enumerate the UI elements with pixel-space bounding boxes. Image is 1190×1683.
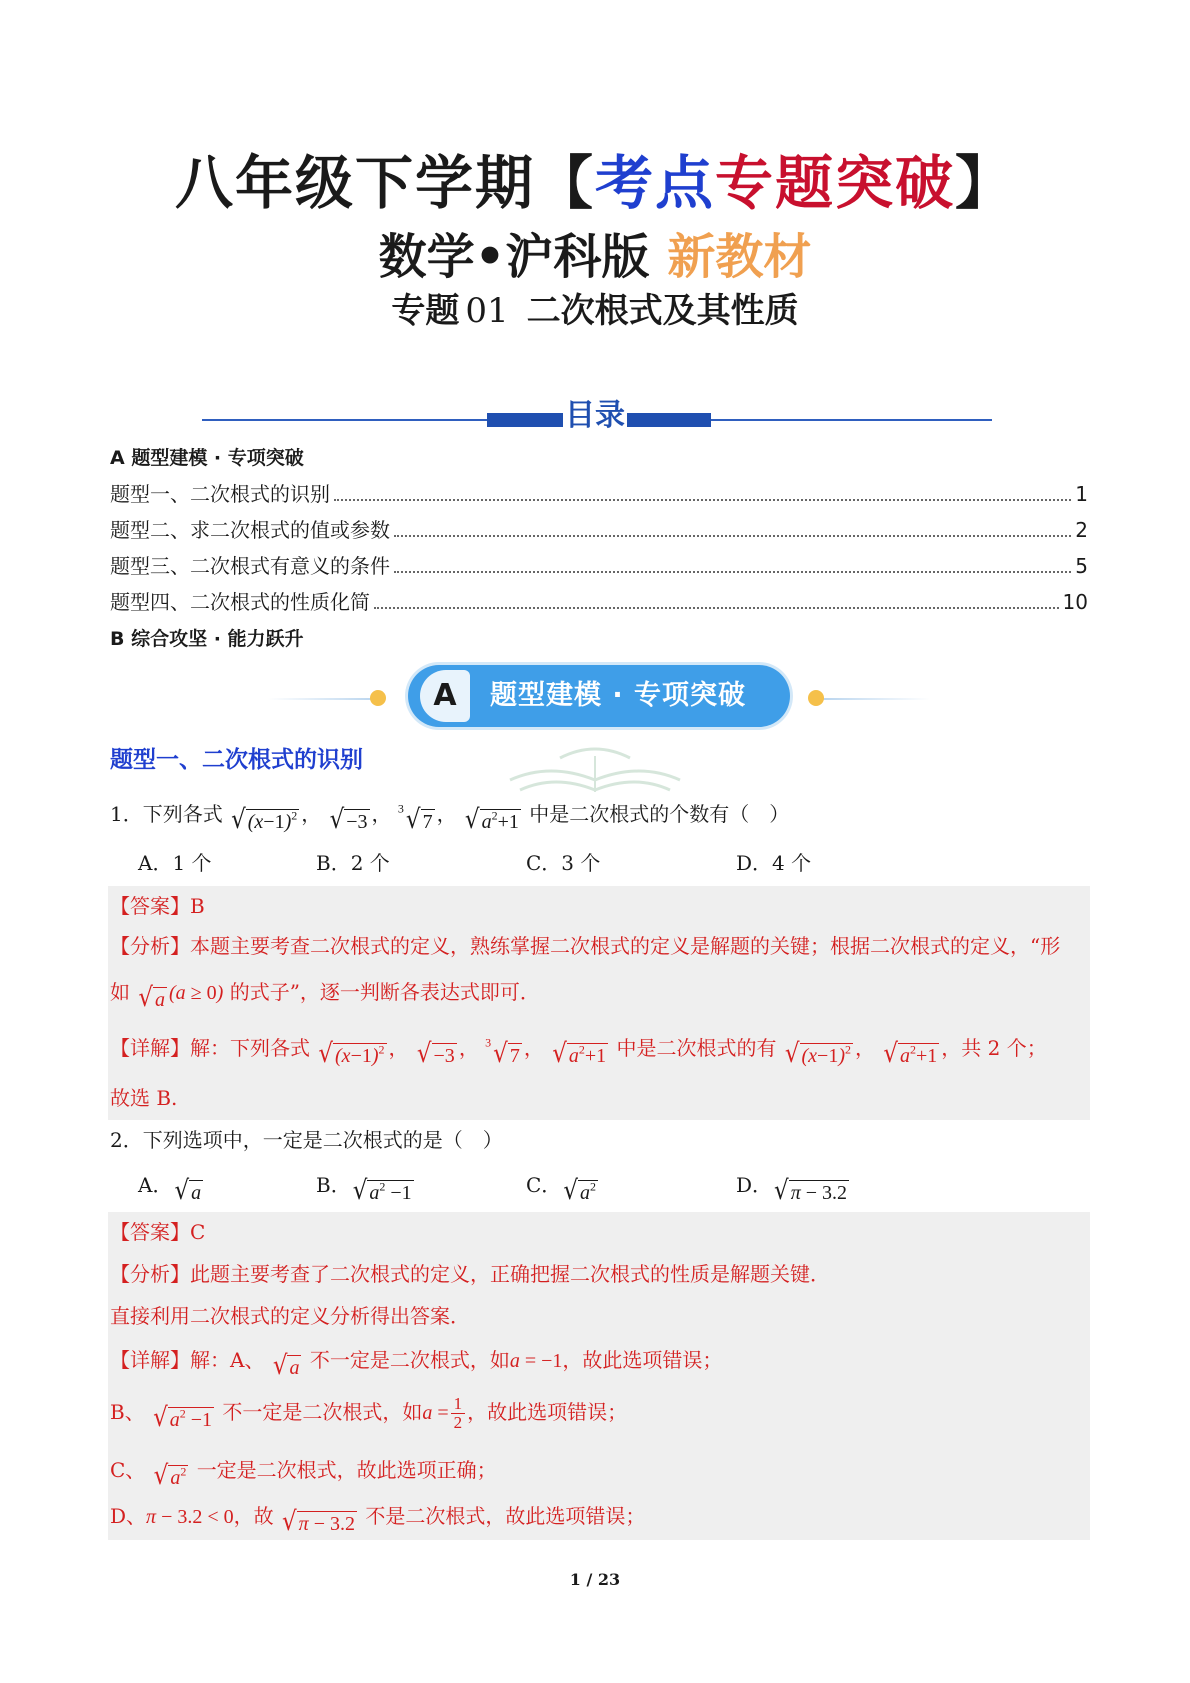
toc-bar-right bbox=[623, 413, 711, 427]
section-banner bbox=[408, 665, 790, 727]
toc-row[interactable]: 题型四、二次根式的性质化简 10 bbox=[110, 590, 1088, 614]
option-b[interactable]: B．2 个 bbox=[316, 851, 390, 875]
detail-line: 【详解】解：下列各式 √ $(x-1)^2$ ， √ −3 ， $^3$ √ 7 ， √ $a^2+1$ 中是二次根式的有 √ $(x-1)^2$ ， √ $a^2+1$ ，共 2 个； bbox=[110, 1035, 1047, 1069]
banner-line-right bbox=[820, 698, 930, 700]
toc-section-a: A 题型建模 · 专项突破 bbox=[110, 447, 304, 469]
option-c[interactable]: C．3 个 bbox=[526, 851, 601, 875]
analysis-line: 【分析】此题主要考查了二次根式的定义，正确把握二次根式的性质是解题关键． bbox=[110, 1262, 830, 1286]
banner-dot-left bbox=[370, 690, 386, 706]
toc-bar-left bbox=[487, 413, 567, 427]
option-d[interactable]: D．4 个 bbox=[736, 851, 812, 875]
topic-title: 专题 01 二次根式及其性质 bbox=[391, 291, 799, 331]
detail-line: B、 √ $a^2 -1$ 不一定是二次根式，如a = $\frac{1}{2}$ ，故此选项错误； bbox=[110, 1394, 628, 1433]
book-watermark-icon bbox=[490, 736, 700, 800]
section-heading: 题型一、二次根式的识别 bbox=[110, 747, 363, 773]
detail-line: D、π − 3.2 < 0，故 √ π − 3.2 不是二次根式，故此选项错误； bbox=[110, 1504, 646, 1537]
banner-letter: A bbox=[420, 670, 470, 722]
page-number: 1 / 23 bbox=[569, 1570, 621, 1589]
analysis-line: 【分析】本题主要考查二次根式的定义，熟练掌握二次根式的定义是解题的关键；根据二次根式的定义，“形 bbox=[110, 934, 1061, 958]
option-d[interactable]: D． √ π − 3.2 bbox=[736, 1173, 848, 1206]
toc-row[interactable]: 题型一、二次根式的识别 1 bbox=[110, 482, 1088, 506]
toc-title: 目录 bbox=[563, 396, 627, 436]
option-a[interactable]: A． √ a bbox=[138, 1173, 202, 1206]
toc-row[interactable]: 题型二、求二次根式的值或参数 2 bbox=[110, 518, 1088, 542]
conclusion-line: 故选 B. bbox=[110, 1086, 178, 1110]
sqrt-expression: √ −3 bbox=[329, 804, 368, 835]
answer-line: 【答案】B bbox=[110, 894, 205, 918]
question-1: 1．下列各式 √ $(x-1)^2$ ， √ −3 ， $^3$ √ 7 ， √ $a^2+1$ 中是二次根式的个数有（ ） bbox=[110, 801, 790, 835]
analysis-line: 直接利用二次根式的定义分析得出答案． bbox=[110, 1304, 470, 1328]
doc-subtitle: 数学•沪科版 新教材 bbox=[378, 229, 812, 285]
analysis-line: 如 √ a (a ≥ 0) 的式子”，逐一判断各表达式即可． bbox=[110, 980, 540, 1013]
doc-title: 八年级下学期【考点专题突破】 bbox=[174, 149, 1016, 217]
sqrt-expression: √ $a^2+1$ bbox=[464, 804, 519, 835]
sqrt-expression: √ $(x-1)^2$ bbox=[231, 804, 298, 835]
banner-line-left bbox=[268, 698, 378, 700]
option-c[interactable]: C． √ $a^2$ bbox=[526, 1173, 596, 1206]
answer-line: 【答案】C bbox=[110, 1220, 206, 1244]
option-a[interactable]: A．1 个 bbox=[138, 851, 212, 875]
banner-text: 题型建模 · 专项突破 bbox=[490, 680, 747, 711]
option-b[interactable]: B． √ $a^2 -1$ bbox=[316, 1173, 412, 1206]
detail-line: 【详解】解：A、 √ a 不一定是二次根式，如a = −1，故此选项错误； bbox=[110, 1348, 723, 1381]
banner-dot-right bbox=[808, 690, 824, 706]
sqrt-expression: √ a bbox=[138, 982, 166, 1013]
toc-section-b: B 综合攻坚 · 能力跃升 bbox=[110, 628, 304, 650]
cbrt-expression: √ 7 bbox=[405, 804, 433, 835]
detail-line: C、 √ $a^2$ 一定是二次根式，故此选项正确； bbox=[110, 1458, 497, 1491]
question-2: 2．下列选项中，一定是二次根式的是（ ） bbox=[110, 1128, 503, 1152]
toc-row[interactable]: 题型三、二次根式有意义的条件 5 bbox=[110, 554, 1088, 578]
